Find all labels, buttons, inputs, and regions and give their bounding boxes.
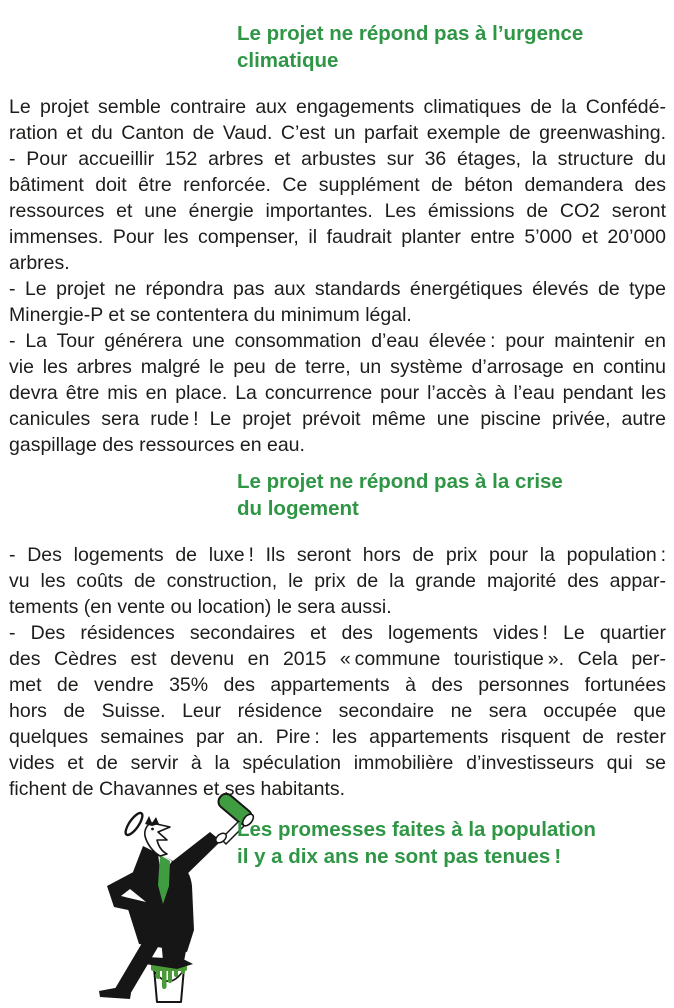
body-line: - Le projet ne répondra pas aux standards énergétiques élevés de type bbox=[9, 278, 666, 300]
body-line: vu les coûts de construction, le prix de la grande majorité des appar- bbox=[9, 570, 666, 592]
body-line: ressources et une énergie importantes. Les émissions de CO2 seront bbox=[9, 200, 666, 222]
body-line: vie les arbres malgré le peu de terre, un système d’arrosage en continu bbox=[9, 356, 666, 378]
body-line: des Cèdres est devenu en 2015 « commune touristique ». Cela per- bbox=[9, 648, 666, 670]
heading-line: Le projet ne répond pas à l’urgence bbox=[237, 22, 584, 45]
halo-icon bbox=[123, 811, 145, 838]
heading-line: climatique bbox=[237, 49, 339, 72]
heading-line: Le projet ne répond pas à la crise bbox=[237, 470, 563, 493]
heading-line: du logement bbox=[237, 497, 359, 520]
body-line: ration et du Canton de Vaud. C’est un parfait exemple de greenwashing. bbox=[9, 122, 666, 144]
body-line: devra être mis en place. La concurrence pour l’accès à l’eau pendant les bbox=[9, 382, 666, 404]
painter-eye bbox=[151, 828, 154, 831]
section-heading-promises bbox=[237, 816, 657, 870]
body-housing bbox=[9, 542, 666, 802]
body-line: vides et de servir à la spéculation immobilière d’investisseurs qui se bbox=[9, 752, 666, 774]
body-line: canicules sera rude ! Le projet prévoit même une piscine privée, autre bbox=[9, 408, 666, 430]
body-line: immenses. Pour les compenser, il faudrait planter entre 5’000 et 20’000 bbox=[9, 226, 666, 248]
heading-line: Les promesses faites à la population bbox=[237, 818, 596, 841]
heading-line: il y a dix ans ne sont pas tenues ! bbox=[237, 845, 562, 868]
body-line: hors de Suisse. Leur résidence secondaire ne sera occupée que bbox=[9, 700, 666, 722]
body-line: bâtiment doit être renforcée. Ce supplément de béton demandera des bbox=[9, 174, 666, 196]
body-line: Minergie-P et se contentera du minimum légal. bbox=[9, 304, 412, 326]
body-line: - Des logements de luxe ! Ils seront hors de prix pour la population : bbox=[9, 544, 666, 566]
section-heading-climate bbox=[237, 20, 657, 74]
body-line: arbres. bbox=[9, 252, 70, 274]
body-line: met de vendre 35% des appartements à des personnes fortunées bbox=[9, 674, 666, 696]
body-line: - Pour accueillir 152 arbres et arbustes sur 36 étages, la structure du bbox=[9, 148, 666, 170]
body-line: tements (en vente ou location) le sera aussi. bbox=[9, 596, 392, 618]
body-line: gaspillage des ressources en eau. bbox=[9, 434, 305, 456]
body-line: - La Tour générera une consommation d’eau élevée : pour maintenir en bbox=[9, 330, 666, 352]
body-line: fichent de Chavannes et ses habitants. bbox=[9, 778, 346, 800]
painter-hair bbox=[145, 816, 159, 826]
body-line: quelques semaines par an. Pire : les appartements risquent de rester bbox=[9, 726, 666, 748]
body-climate bbox=[9, 94, 666, 458]
body-line: Le projet semble contraire aux engagements climatiques de la Confédé- bbox=[9, 96, 666, 118]
body-line: - Des résidences secondaires et des logements vides ! Le quartier bbox=[9, 622, 666, 644]
section-heading-housing bbox=[237, 468, 657, 522]
painter-arm-right bbox=[169, 832, 221, 879]
